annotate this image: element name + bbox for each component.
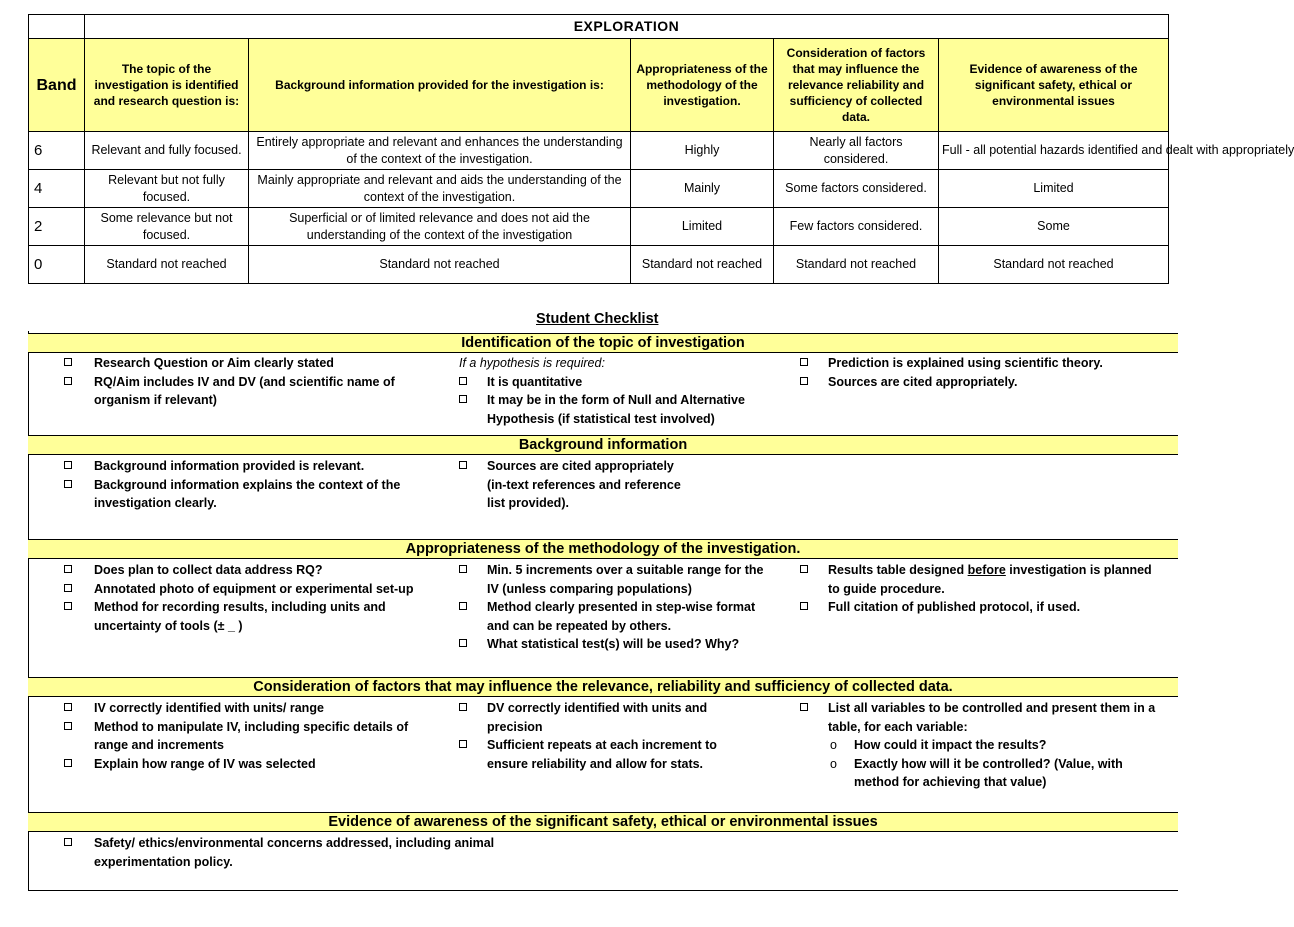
criterion-header: Consideration of factors that may influence the relevance reliability and sufficiency of collected data. [774,39,939,132]
criterion-header: Evidence of awareness of the significant safety, ethical or environmental issues [939,39,1169,132]
underlined-word: before [967,563,1006,577]
rubric-cell: Superficial or of limited relevance and does not aid the understanding of the context of the investigation [249,208,631,246]
checkbox-icon[interactable] [459,395,467,403]
checkbox-icon[interactable] [64,480,72,488]
checklist-subitem [800,755,1160,792]
checklist-item[interactable] [459,736,759,773]
checklist-item[interactable] [64,834,524,871]
factors-column-1 [64,699,429,773]
checkbox-icon[interactable] [800,602,808,610]
background-column-1 [64,457,404,513]
checkbox-icon[interactable] [459,703,467,711]
checkbox-icon[interactable] [64,377,72,385]
checklist-item-label: It is quantitative [487,374,583,389]
rubric-cell: Limited [631,208,774,246]
rubric-row-band-2 [29,208,1169,246]
rubric-cell: Standard not reached [774,246,939,284]
rubric-header-row [29,39,1169,132]
rubric-cell: Some factors considered. [774,170,939,208]
checkbox-icon[interactable] [64,722,72,730]
rubric-row-band-6 [29,132,1169,170]
checklist-item[interactable] [459,373,779,392]
checklist-item[interactable] [800,373,1160,392]
section-heading-factors: Consideration of factors that may influence the relevance, reliability and sufficiency of collected data. [28,677,1178,697]
checklist-item-text: investigation is planned to guide procedure. [828,563,1152,596]
checkbox-icon[interactable] [459,602,467,610]
checklist-item-label: It may be in the form of Null and Alternative Hypothesis (if statistical test involved) [487,393,745,426]
rubric-cell: Entirely appropriate and relevant and enhances the understanding of the context of the investigation. [249,132,631,170]
section-heading-background: Background information [28,435,1178,455]
checklist-item[interactable] [459,561,777,598]
checklist-item-label: RQ/Aim includes IV and DV (and scientific name of organism if relevant) [94,374,395,407]
rubric-cell: Some [939,208,1169,246]
rubric-cell: Mainly appropriate and relevant and aids the understanding of the context of the investigation. [249,170,631,208]
checklist-item-label [828,563,1152,596]
methodology-column-3 [800,561,1160,617]
checklist-item-label: Annotated photo of equipment or experimental set-up [94,581,414,596]
checklist-subitem [800,736,1160,755]
checkbox-icon[interactable] [64,759,72,767]
checkbox-icon[interactable] [64,584,72,592]
checklist-item-label: Research Question or Aim clearly stated [94,356,334,370]
checkbox-icon[interactable] [459,461,467,469]
checklist-subitem-label: Exactly how will it be controlled? (Value, with method for achieving that value) [854,756,1123,789]
rubric-cell: Nearly all factors considered. [774,132,939,170]
checklist-item[interactable] [64,718,429,755]
checklist-item[interactable] [64,373,414,410]
criterion-header: Appropriateness of the methodology of the investigation. [631,39,774,132]
section-heading-topic: Identification of the topic of investigation [28,333,1178,353]
background-column-2 [459,457,689,513]
checkbox-icon[interactable] [800,565,808,573]
checklist-title: Student Checklist [536,311,659,327]
factors-column-3 [800,699,1160,792]
checklist-item[interactable] [800,598,1160,617]
checklist-item-label: Background information explains the context of the investigation clearly. [94,477,401,510]
section-heading-methodology: Appropriateness of the methodology of the investigation. [28,539,1178,559]
checklist-item[interactable] [459,457,689,513]
circle-bullet-icon: o [830,738,837,752]
checklist-item[interactable] [64,699,429,718]
checklist-item[interactable] [800,354,1160,373]
rubric-cell: Full - all potential hazards identified and dealt with appropriately [939,132,1169,170]
rubric-cell: Standard not reached [85,246,249,284]
checklist-subitem-label: How could it impact the results? [854,738,1047,752]
topic-column-1 [64,354,414,410]
checkbox-icon[interactable] [800,358,808,366]
rubric-row-band-0 [29,246,1169,284]
rubric-cell: Limited [939,170,1169,208]
checklist-item-label: Does plan to collect data address RQ? [94,563,323,577]
checklist-item[interactable] [459,391,779,428]
checklist-item-label: Sources are cited appropriately. [828,374,1018,389]
factors-column-2 [459,699,759,773]
checklist-item-label: Background information provided is relevant. [94,459,365,473]
rubric-cell: Relevant but not fully focused. [85,170,249,208]
checklist-item[interactable] [800,699,1160,736]
checklist-item-label: List all variables to be controlled and present them in a table, for each variable: [828,701,1156,734]
rubric-cell: Relevant and fully focused. [85,132,249,170]
rubric-title-row [29,15,1169,39]
checkbox-icon[interactable] [64,358,72,366]
checklist-item[interactable] [64,580,429,599]
rubric-cell: Few factors considered. [774,208,939,246]
checklist-item-text: Results table designed [828,563,968,577]
checklist-item[interactable] [64,476,404,513]
checklist-item-label: Sufficient repeats at each increment to ensure reliability and allow for stats. [487,738,717,771]
band-number: 4 [29,170,85,208]
checkbox-icon[interactable] [64,461,72,469]
checklist-item-label: Full citation of published protocol, if used. [828,600,1081,614]
methodology-column-2 [459,561,777,654]
checklist-item-label: DV correctly identified with units and precision [487,701,708,734]
checkbox-icon[interactable] [459,377,467,385]
rubric-title: EXPLORATION [85,15,1169,39]
exploration-rubric-table [28,14,1294,284]
band-number: 0 [29,246,85,284]
band-number: 2 [29,208,85,246]
checkbox-icon[interactable] [64,838,72,846]
checklist-item-label: Method clearly presented in step-wise format and can be repeated by others. [487,600,756,633]
checklist-item[interactable] [64,598,429,635]
criterion-header: The topic of the investigation is identified and research question is: [85,39,249,132]
band-number: 6 [29,132,85,170]
checklist-item-label: Sources are cited appropriately (in-text references and reference list provided). [487,459,681,510]
checklist-item[interactable] [64,354,414,373]
checklist-item-label: Safety/ ethics/environmental concerns addressed, including animal experimentation policy. [94,836,495,869]
checklist-item-label: Method for recording results, including units and uncertainty of tools (± _ ) [94,600,386,633]
checklist-item[interactable] [800,561,1160,598]
circle-bullet-icon: o [830,756,837,771]
checkbox-icon[interactable] [64,565,72,573]
checklist-item[interactable] [64,755,429,774]
checkbox-icon[interactable] [459,565,467,573]
band-header: Band [29,39,85,132]
checkbox-icon[interactable] [64,602,72,610]
checkbox-icon[interactable] [64,703,72,711]
checklist-item[interactable] [459,635,777,654]
checklist-item[interactable] [64,561,429,580]
methodology-column-1 [64,561,429,635]
checklist-item[interactable] [459,598,777,635]
checkbox-icon[interactable] [800,377,808,385]
rubric-cell: Some relevance but not focused. [85,208,249,246]
checkbox-icon[interactable] [459,740,467,748]
checklist-item-label: Method to manipulate IV, including specific details of range and increments [94,719,409,752]
checklist-item[interactable] [459,699,759,736]
rubric-cell: Standard not reached [631,246,774,284]
criterion-header: Background information provided for the investigation is: [249,39,631,132]
section-heading-safety: Evidence of awareness of the significant safety, ethical or environmental issues [28,812,1178,832]
rubric-cell: Standard not reached [939,246,1169,284]
safety-column-1 [64,834,524,871]
checkbox-icon[interactable] [800,703,808,711]
checklist-item-label: Prediction is explained using scientific theory. [828,356,1103,370]
topic-column-3 [800,354,1160,391]
empty-corner-cell [29,15,85,39]
checklist-item-label: Explain how range of IV was selected [94,756,316,771]
rubric-cell: Highly [631,132,774,170]
checkbox-icon[interactable] [459,639,467,647]
rubric-row-band-4 [29,170,1169,208]
rubric-cell: Mainly [631,170,774,208]
checklist-item-label: What statistical test(s) will be used? Why? [487,637,740,651]
rubric-cell: Standard not reached [249,246,631,284]
checklist-item-label: Min. 5 increments over a suitable range for the IV (unless comparing populations) [487,563,764,596]
checklist-item-label: IV correctly identified with units/ range [94,701,324,715]
hypothesis-intro: If a hypothesis is required: [459,356,605,370]
topic-column-2 [459,354,779,428]
checklist-item[interactable] [64,457,404,476]
